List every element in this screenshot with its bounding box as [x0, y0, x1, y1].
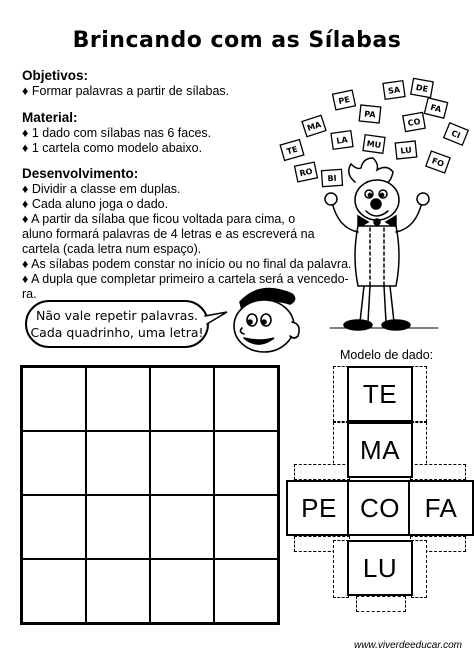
syllable-cube	[331, 131, 353, 150]
syllable-label: PA	[363, 109, 377, 120]
syllable-cube	[363, 135, 385, 154]
desenvolvimento-line: cartela (cada letra num espaço).	[22, 242, 202, 256]
syllable-cube	[302, 115, 326, 136]
grid-cell[interactable]	[22, 367, 86, 431]
syllable-cube	[426, 151, 450, 173]
footer-url: www.viverdeeducar.com	[353, 640, 462, 651]
grid-cell[interactable]	[150, 431, 214, 495]
syllable-label: TE	[285, 144, 299, 157]
grid-cell[interactable]	[214, 431, 278, 495]
syllable-cube	[383, 81, 405, 100]
material-item: ♦ 1 cartela como modelo abaixo.	[22, 141, 203, 155]
syllable-cube	[295, 162, 318, 182]
grid-cell[interactable]	[214, 559, 278, 623]
dice-face-upper: MA	[347, 422, 413, 478]
glue-flap	[411, 366, 427, 422]
objetivos-item: ♦ Formar palavras a partir de sílabas.	[22, 84, 230, 98]
boy-face-illustration	[200, 280, 310, 360]
syllable-label: FO	[430, 156, 446, 169]
dice-face-right: FA	[408, 480, 474, 536]
desenvolvimento-line: ♦ A partir da sílaba que ficou voltada para cima, o	[22, 212, 296, 226]
desenvolvimento-line: ♦ As sílabas podem constar no início ou no final da palavra.	[22, 257, 352, 271]
glue-flap	[410, 464, 466, 480]
syllable-cube	[280, 140, 304, 161]
material-heading: Material:	[22, 110, 78, 125]
grid-cell[interactable]	[22, 559, 86, 623]
desenvolvimento-line: ♦ Dividir a classe em duplas.	[22, 182, 181, 196]
syllable-cube	[321, 169, 342, 186]
syllable-cube	[444, 123, 469, 145]
syllable-label: CI	[450, 128, 462, 141]
objetivos-heading: Objetivos:	[22, 68, 89, 83]
syllable-label: FA	[429, 102, 443, 115]
syllable-label: LA	[335, 135, 349, 146]
glue-flap	[294, 464, 350, 480]
syllable-cube	[424, 98, 447, 118]
glue-flap	[411, 540, 427, 598]
dice-face-top: TE	[347, 366, 413, 422]
syllable-cube	[333, 90, 356, 110]
page-title: Brincando com as Sílabas	[72, 28, 402, 53]
glue-flap	[356, 596, 406, 612]
grid-cell[interactable]	[150, 367, 214, 431]
syllable-cube	[395, 141, 417, 159]
answer-card-grid	[20, 365, 280, 625]
syllable-label: LU	[399, 145, 413, 156]
dice-face-bottom: LU	[347, 540, 413, 596]
syllable-label: RO	[298, 166, 314, 179]
desenvolvimento-line: ♦ Cada aluno joga o dado.	[22, 197, 169, 211]
speech-bubble	[25, 300, 209, 348]
grid-cell[interactable]	[150, 495, 214, 559]
syllable-cube	[359, 105, 381, 123]
syllable-label: PE	[337, 94, 351, 107]
syllable-label: MA	[306, 120, 323, 133]
desenvolvimento-line: ♦ A dupla que completar primeiro a cartela será a vencedo-	[22, 272, 349, 286]
grid-cell[interactable]	[86, 367, 150, 431]
dice-face-left: PE	[286, 480, 352, 536]
desenvolvimento-line: ra.	[22, 287, 37, 301]
dice-net	[286, 360, 470, 632]
grid-cell[interactable]	[86, 559, 150, 623]
syllable-label: MU	[366, 139, 382, 150]
grid-cell[interactable]	[150, 559, 214, 623]
syllable-label: SA	[387, 85, 401, 96]
syllable-label: DE	[415, 83, 429, 94]
speech-line: Não vale repetir palavras.	[36, 308, 198, 323]
syllable-cube	[411, 78, 433, 97]
syllable-label: BI	[327, 173, 337, 184]
syllable-cube	[403, 112, 425, 131]
desenvolvimento-line: aluno formará palavras de 4 letras e as escreverá na	[22, 227, 315, 241]
material-item: ♦ 1 dado com sílabas nas 6 faces.	[22, 126, 212, 140]
grid-cell[interactable]	[22, 431, 86, 495]
grid-cell[interactable]	[214, 495, 278, 559]
desenvolvimento-heading: Desenvolvimento:	[22, 166, 139, 181]
dice-face-center: CO	[347, 480, 413, 536]
syllable-label: CO	[407, 116, 422, 129]
dice-model-label: Modelo de dado:	[340, 348, 434, 362]
grid-cell[interactable]	[86, 495, 150, 559]
grid-cell[interactable]	[214, 367, 278, 431]
speech-line: Cada quadrinho, uma letra!	[30, 325, 204, 340]
grid-cell[interactable]	[86, 431, 150, 495]
grid-cell[interactable]	[22, 495, 86, 559]
